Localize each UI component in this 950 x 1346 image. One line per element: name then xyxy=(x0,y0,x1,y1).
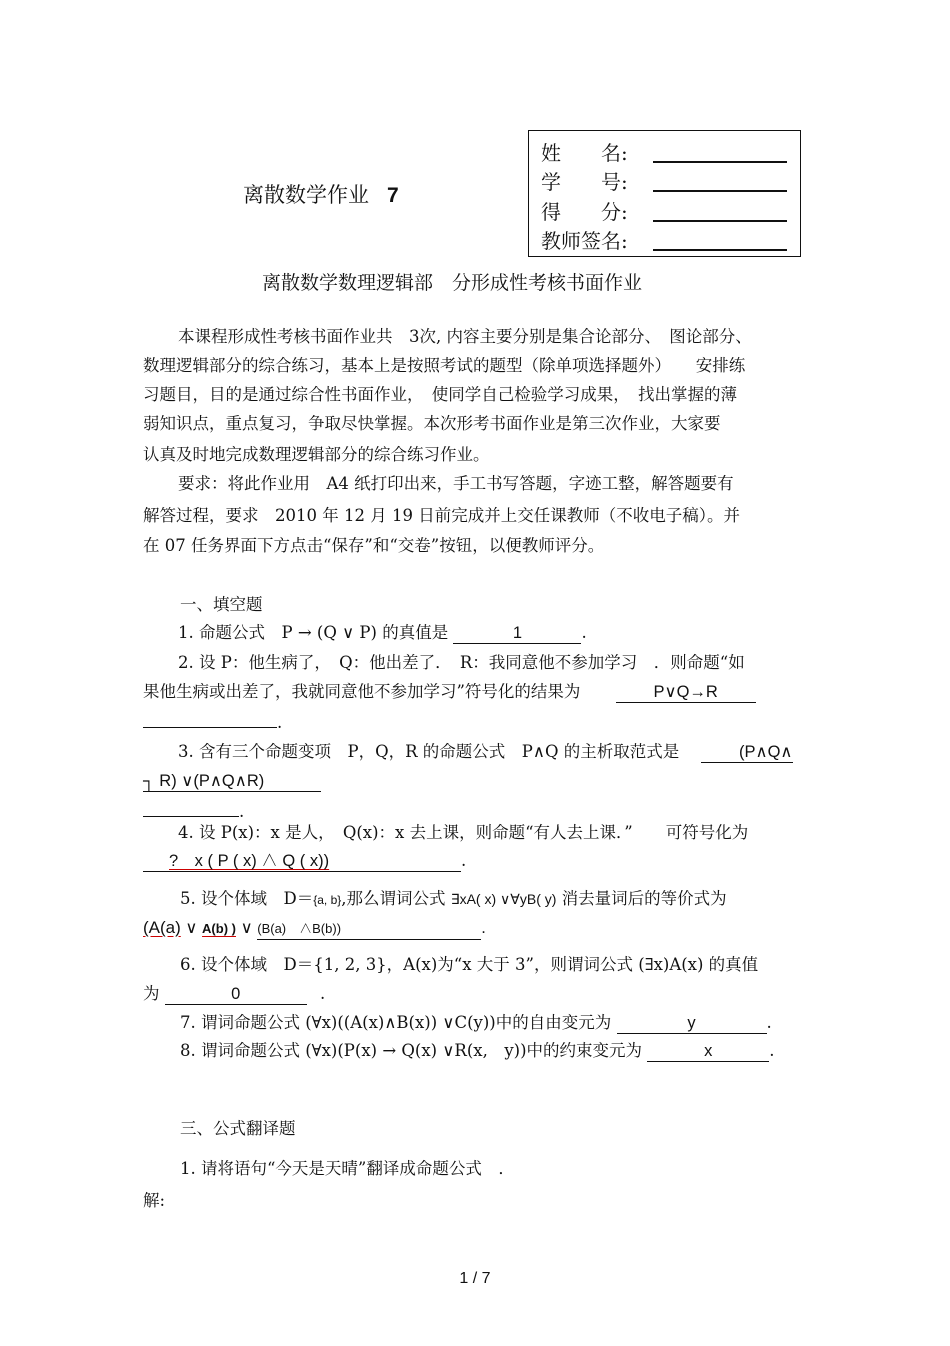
q6-line-2 xyxy=(143,979,325,1009)
q4-answer xyxy=(143,851,461,872)
q3-end: . xyxy=(239,802,245,821)
q8-answer: x xyxy=(647,1041,769,1062)
q2-line-1: 2. 设 P：他生病了， Q：他出差了． R：我同意他不参加学习 ．则命题“如 xyxy=(178,653,745,672)
q5-text: 5. 设个体域 D＝ xyxy=(180,889,314,908)
requirement-line-1: 要求：将此作业用 A4 纸打印出来，手工书写答题，字迹工整，解答题要有 xyxy=(178,474,734,493)
q5-formula: ∃xA( x) ∨∀yB( y) xyxy=(450,891,557,907)
intro-line-1: 本课程形成性考核书面作业共 3次, 内容主要分别是集合论部分、 图论部分、 xyxy=(178,327,752,346)
q8-end: . xyxy=(769,1041,775,1060)
solution-label: 解: xyxy=(143,1191,166,1210)
q3-line-1 xyxy=(178,737,793,767)
student-info-box xyxy=(528,130,801,257)
teacher-field[interactable] xyxy=(653,249,787,251)
id-field[interactable] xyxy=(653,190,787,192)
q6-answer: 0 xyxy=(165,984,307,1005)
section3-q1: 1. 请将语句“今天是天晴”翻译成命题公式 ． xyxy=(180,1159,515,1178)
q6-line-1: 6. 设个体域 D＝{1, 2, 3}，A(x)为“x 大于 3”，则谓词公式 (∃x)A(x) 的真值 xyxy=(180,955,759,974)
q4-answer-text: ? x ( P ( x) ∧ Q ( x)) xyxy=(169,852,330,870)
q5-text-b: ,那么谓词公式 xyxy=(341,889,446,908)
page-number: 1 / 7 xyxy=(459,1270,491,1287)
q8-text: 8. 谓词命题公式 (∀x)(P(x) → Q(x) ∨R(x, y))中的约束变元为 xyxy=(180,1041,643,1060)
id-row xyxy=(541,166,637,195)
intro-line-3: 习题目，目的是通过综合性书面作业， 使同学自己检验学习成果， 找出掌握的薄 xyxy=(143,385,737,404)
score-label: 得 分: xyxy=(541,200,628,224)
q2-line-2 xyxy=(143,677,756,707)
q2-line-3 xyxy=(143,707,282,738)
q2-answer: P∨Q→R xyxy=(616,682,756,703)
intro-line-4: 弱知识点，重点复习，争取尽快掌握。本次形考书面作业是第三次作业，大家要 xyxy=(143,414,721,433)
score-row xyxy=(541,196,637,225)
q3-blank-continuation xyxy=(143,796,239,817)
title-text: 离散数学作业 xyxy=(243,183,369,207)
q6-end: . xyxy=(320,984,326,1003)
q1-answer: 1 xyxy=(453,623,581,644)
q6-prefix: 为 xyxy=(143,984,160,1003)
q1-text: 1. 命题公式 P → (Q ∨ P) 的真值是 xyxy=(178,623,449,642)
teacher-row xyxy=(541,225,637,254)
q5-answer-c: (B(a) ∧B(b)) xyxy=(257,919,481,940)
q5-answer-b: A(b) ) xyxy=(202,921,236,936)
q3-answer-2: ┐ R) ∨(P∧Q∧R) xyxy=(143,771,321,792)
name-label: 姓 名: xyxy=(541,141,628,165)
q1 xyxy=(178,618,587,648)
q5-answer-or-1: ∨ xyxy=(185,919,198,937)
q5-line-1 xyxy=(180,884,727,915)
q5-text-c: 消去量词后的等价式为 xyxy=(561,889,727,908)
intro-line-5: 认真及时地完成数理逻辑部分的综合练习作业。 xyxy=(143,445,490,464)
document-title xyxy=(243,179,399,209)
requirement-line-2: 解答过程，要求 2010 年 12 月 19 日前完成并上交任课教师（不收电子稿）。并 xyxy=(143,506,740,525)
q5-end: . xyxy=(481,919,486,937)
q2-blank-continuation xyxy=(143,707,277,728)
q5-domain: {a, b} xyxy=(313,893,342,907)
id-label: 学 号: xyxy=(541,170,628,194)
title-number: 7 xyxy=(387,184,399,207)
q7-answer: y xyxy=(617,1013,767,1034)
q3-answer-1: (P∧Q∧ xyxy=(701,742,793,763)
q1-end: . xyxy=(581,623,587,642)
name-row xyxy=(541,137,637,166)
q4-line-2 xyxy=(143,846,466,876)
q7-text: 7. 谓词命题公式 (∀x)((A(x)∧B(x)) ∨C(y))中的自由变元为 xyxy=(180,1013,612,1032)
section1-heading: 一、填空题 xyxy=(180,595,263,614)
score-field[interactable] xyxy=(653,220,787,222)
section3-heading: 三、公式翻译题 xyxy=(180,1119,296,1138)
q7 xyxy=(180,1008,772,1038)
q7-end: . xyxy=(766,1013,772,1032)
name-field[interactable] xyxy=(653,161,787,163)
q3-line-2 xyxy=(143,766,321,796)
q5-line-2 xyxy=(143,913,486,944)
q2-end: . xyxy=(277,713,283,732)
q8 xyxy=(180,1036,775,1066)
q4-end: . xyxy=(461,851,467,870)
intro-line-2: 数理逻辑部分的综合练习，基本上是按照考试的题型（除单项选择题外） 安排练 xyxy=(143,356,746,375)
q3-text: 3. 含有三个命题变项 P，Q，R 的命题公式 P∧Q 的主析取范式是 xyxy=(178,742,680,761)
q4-line-1: 4. 设 P(x)：x 是人， Q(x)：x 去上课，则命题“有人去上课．” 可符号化为 xyxy=(178,823,749,842)
q5-answer-a: (A(a) xyxy=(143,918,181,937)
q5-answer-or-2: ∨ xyxy=(240,919,253,937)
requirement-line-3: 在 07 任务界面下方点击“保存”和“交卷”按钮，以便教师评分。 xyxy=(143,536,605,555)
q2-text: 果他生病或出差了，我就同意他不参加学习”符号化的结果为 xyxy=(143,682,581,701)
subtitle: 离散数学数理逻辑部 分形成性考核书面作业 xyxy=(262,272,643,294)
teacher-label: 教师签名: xyxy=(541,229,628,253)
